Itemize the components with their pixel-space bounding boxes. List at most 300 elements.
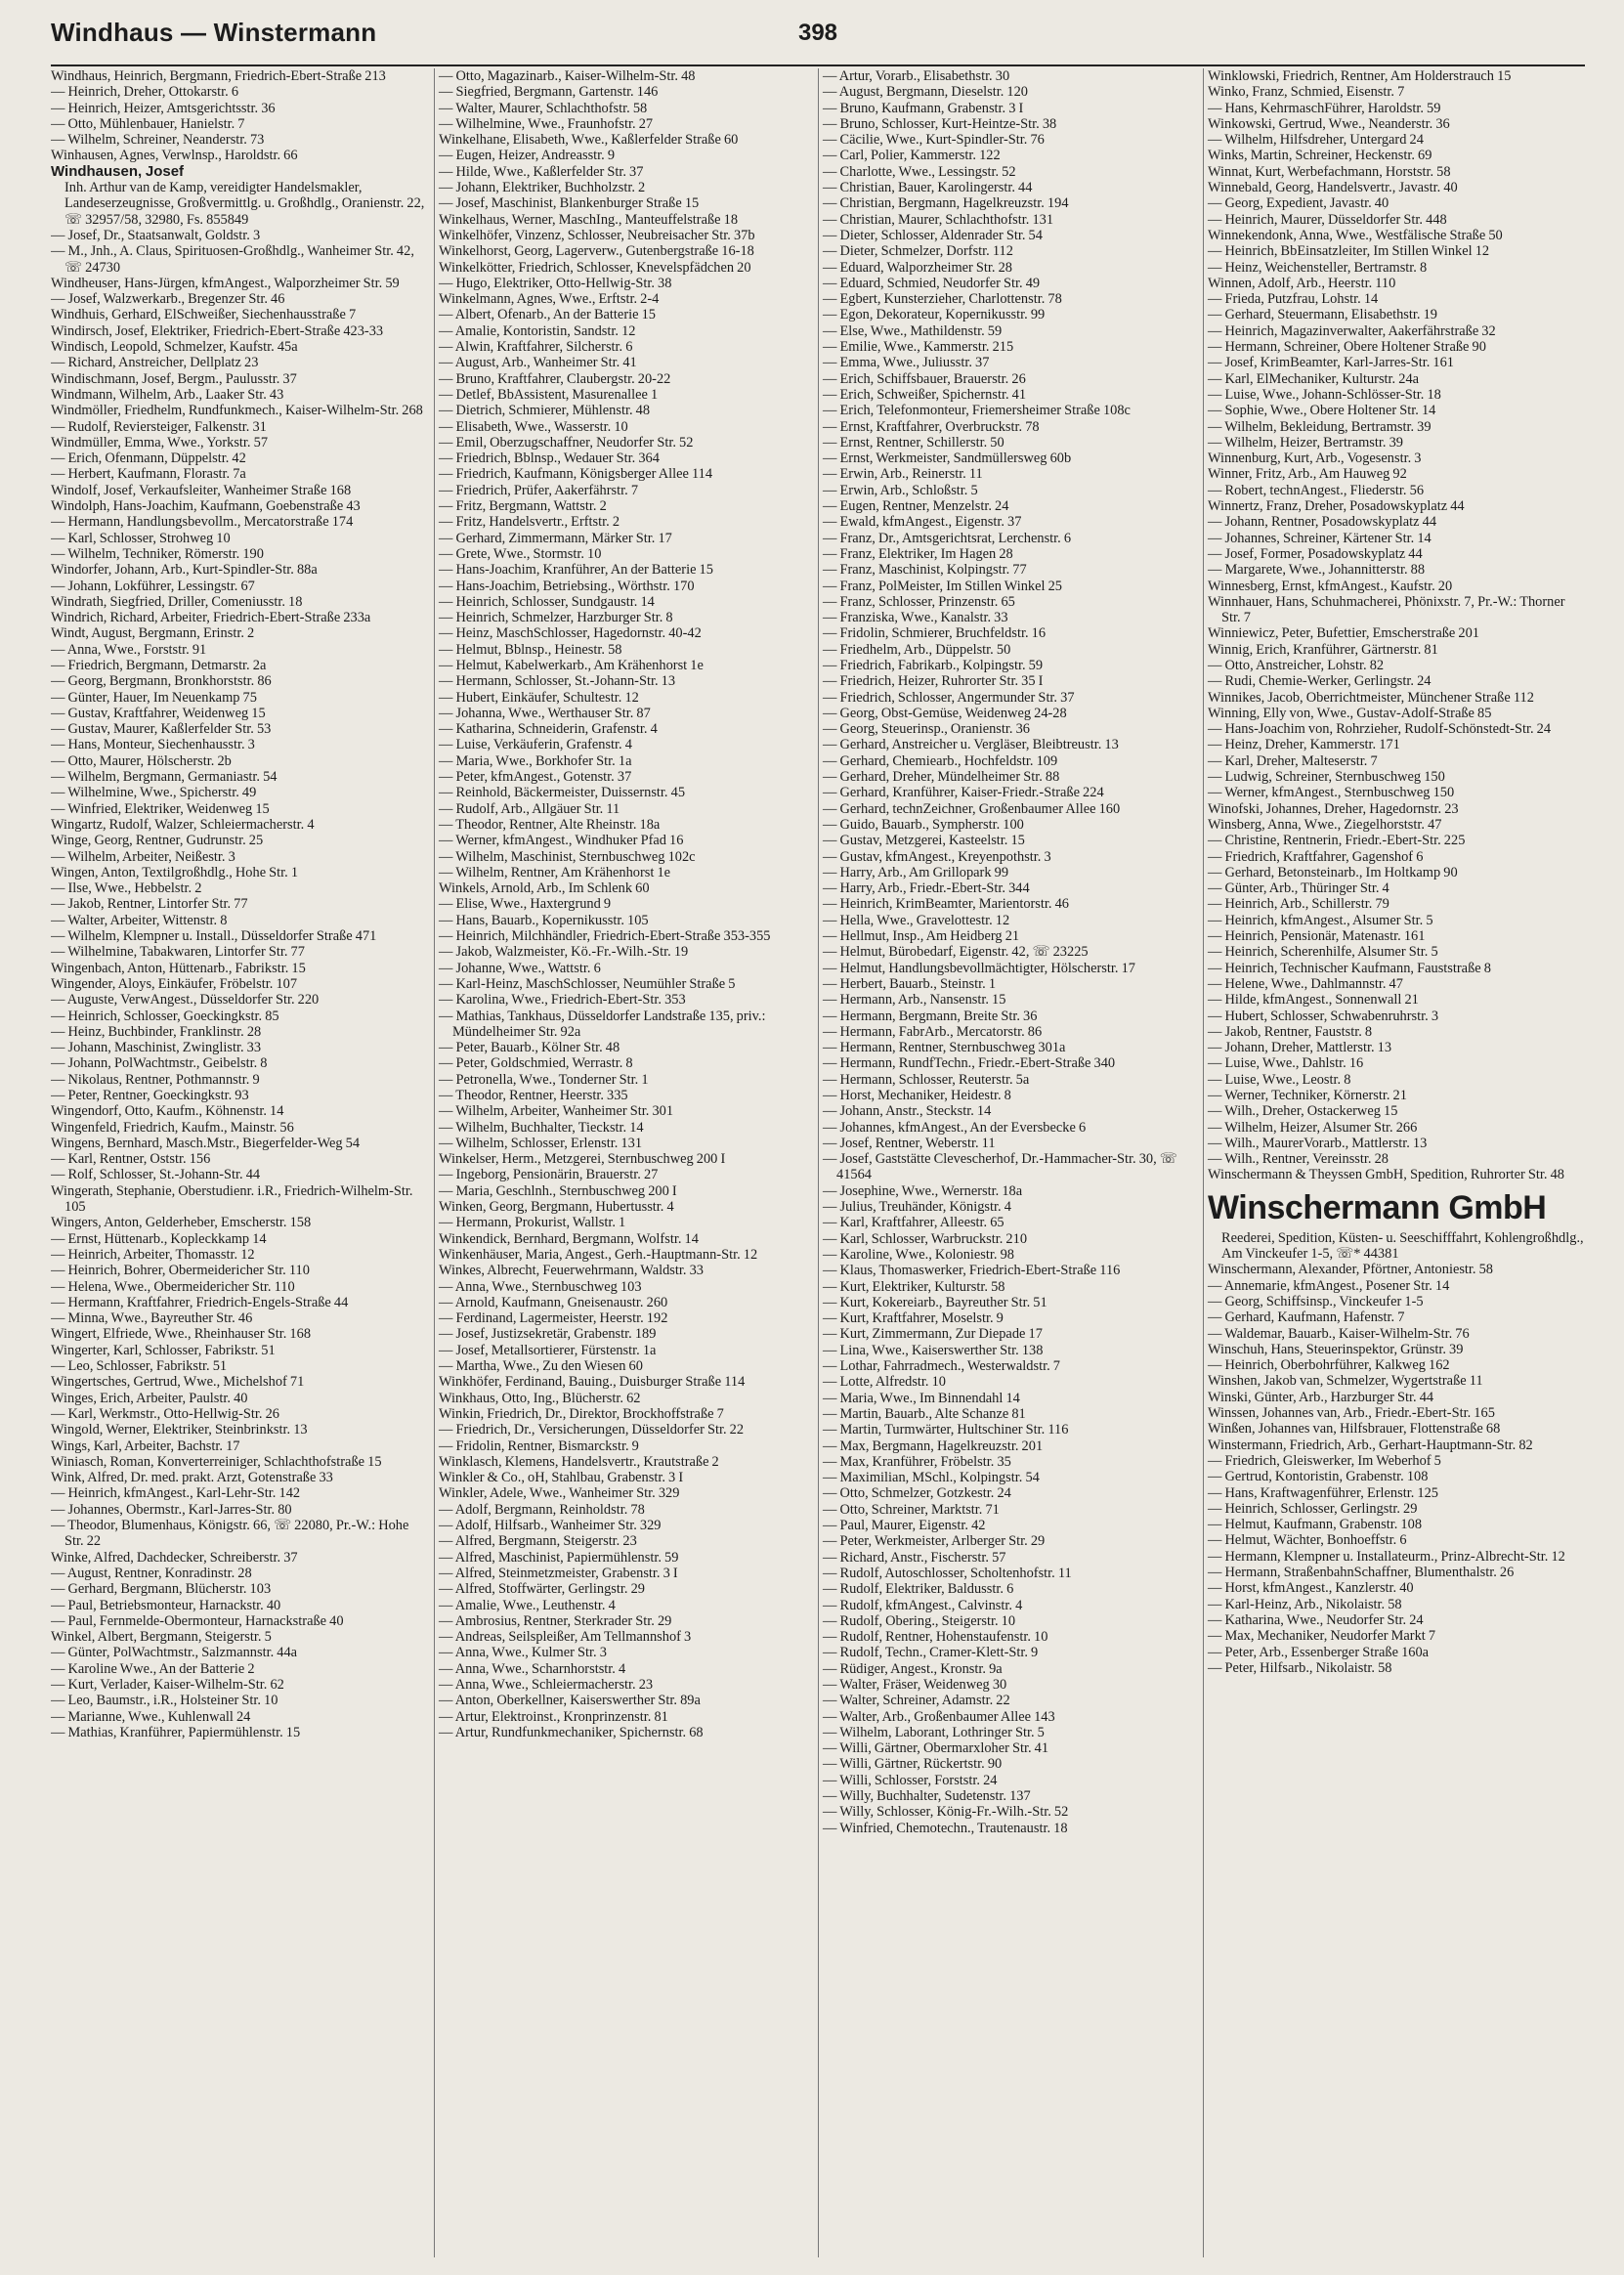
directory-entry: — Karoline Wwe., An der Batterie 2: [51, 1660, 255, 1677]
directory-entry: Wingertsches, Gertrud, Wwe., Michelshof 71: [51, 1374, 305, 1391]
directory-entry: — Friedrich, Kaufmann, Königsberger Allee 114: [439, 466, 713, 483]
directory-entry: — Josef, Rentner, Weberstr. 11: [823, 1135, 996, 1151]
directory-entry: — Richard, Anstreicher, Dellplatz 23: [51, 355, 259, 371]
directory-entry: — Winfried, Chemotechn., Trautenaustr. 18: [823, 1820, 1068, 1836]
directory-entry: — Heinrich, Dreher, Ottokarstr. 6: [51, 84, 239, 101]
directory-entry: Wingers, Anton, Gelderheber, Emscherstr. 158: [51, 1215, 312, 1231]
directory-entry: — Amalie, Wwe., Leuthenstr. 4: [439, 1597, 616, 1613]
directory-entry: — Georg, Expedient, Javastr. 40: [1208, 195, 1389, 212]
directory-entry: — Artur, Rundfunkmechaniker, Spichernstr. 68: [439, 1724, 704, 1740]
directory-entry: Windolph, Hans-Joachim, Kaufmann, Goebenstraße 43: [51, 498, 361, 515]
directory-entry: — Hans, Bauarb., Kopernikusstr. 105: [439, 912, 649, 928]
directory-entry: Windrich, Richard, Arbeiter, Friedrich-Ebert-Straße 233a: [51, 610, 371, 626]
directory-entry: Winnekendonk, Anna, Wwe., Westfälische Straße 50: [1208, 227, 1503, 243]
directory-entry: Wingenfeld, Friedrich, Kaufm., Mainstr. 56: [51, 1119, 294, 1136]
directory-entry: — Alwin, Kraftfahrer, Silcherstr. 6: [439, 339, 633, 356]
directory-entry: — Erich, Schweißer, Spichernstr. 41: [823, 386, 1027, 403]
directory-entry: — Minna, Wwe., Bayreuther Str. 46: [51, 1310, 253, 1327]
directory-entry: — Hans, Monteur, Siechenhausstr. 3: [51, 737, 255, 753]
directory-entry: Winofski, Johannes, Dreher, Hagedornstr. 23: [1208, 800, 1459, 817]
directory-entry: — Heinrich, KrimBeamter, Marientorstr. 46: [823, 896, 1069, 913]
directory-entry: — Heinrich, Schmelzer, Harzburger Str. 8: [439, 610, 673, 626]
directory-entry: — Hellmut, Insp., Am Heidberg 21: [823, 928, 1020, 945]
directory-entry: — Heinrich, Maurer, Düsseldorfer Str. 448: [1208, 211, 1447, 228]
directory-entry: Windischmann, Josef, Bergm., Paulusstr. 37: [51, 370, 297, 387]
directory-entry: — Theodor, Rentner, Alte Rheinstr. 18a: [439, 816, 661, 833]
directory-entry: — Kurt, Kokereiarb., Bayreuther Str. 51: [823, 1294, 1047, 1310]
directory-entry: Windmann, Wilhelm, Arb., Laaker Str. 43: [51, 386, 284, 403]
directory-entry: — Gertrud, Kontoristin, Grabenstr. 108: [1208, 1469, 1429, 1485]
directory-entry: — Bruno, Kraftfahrer, Claubergstr. 20-22: [439, 370, 671, 387]
directory-entry: — Georg, Schiffsinsp., Vinckeufer 1-5: [1208, 1293, 1424, 1309]
directory-entry: — Rudolf, Techn., Cramer-Klett-Str. 9: [823, 1645, 1039, 1661]
directory-entry: — Willy, Buchhalter, Sudetenstr. 137: [823, 1788, 1031, 1805]
directory-entry: — Helmut, Wächter, Bonhoeffstr. 6: [1208, 1532, 1407, 1549]
directory-entry: Winnhauer, Hans, Schuhmacherei, Phönixstr. 7, Pr.-W.: Thorner Str. 7: [1208, 593, 1565, 626]
directory-entry: — Walter, Arbeiter, Wittenstr. 8: [51, 912, 228, 928]
directory-entry: — Annemarie, kfmAngest., Posener Str. 14: [1208, 1277, 1450, 1294]
directory-entry: — Friedrich, Gleiswerker, Im Weberhof 5: [1208, 1452, 1441, 1469]
directory-entry: — Johann, Rentner, Posadowskyplatz 44: [1208, 514, 1437, 531]
directory-entry: Winsberg, Anna, Wwe., Ziegelhorststr. 47: [1208, 816, 1442, 833]
directory-entry: — Gerhard, Zimmermann, Märker Str. 17: [439, 530, 672, 546]
directory-entry: — Luise, Verkäuferin, Grafenstr. 4: [439, 737, 632, 753]
directory-entry: — Rudolf, Rentner, Hohenstaufenstr. 10: [823, 1629, 1048, 1646]
directory-entry: — Hermann, RundfTechn., Friedr.-Ebert-Straße 340: [823, 1055, 1116, 1072]
directory-entry: — Georg, Obst-Gemüse, Weidenweg 24-28: [823, 705, 1067, 721]
directory-entry: Winschermann & Theyssen GmbH, Spedition, Ruhrorter Str. 48: [1208, 1167, 1564, 1183]
directory-entry: — Johanna, Wwe., Werthauser Str. 87: [439, 705, 651, 721]
directory-entry: — Ernst, Rentner, Schillerstr. 50: [823, 434, 1004, 451]
directory-entry: — Heinrich, kfmAngest., Karl-Lehr-Str. 142: [51, 1485, 301, 1502]
directory-entry: Winkler, Adele, Wwe., Wanheimer Str. 329: [439, 1485, 680, 1502]
directory-entry: — Heinrich, Magazinverwalter, Aakerfährstraße 32: [1208, 322, 1496, 339]
directory-entry: — Anna, Wwe., Forststr. 91: [51, 641, 207, 658]
directory-entry: — Fritz, Handelsvertr., Erftstr. 2: [439, 514, 620, 531]
directory-entry: — Wilhelm, Heizer, Bertramstr. 39: [1208, 434, 1403, 451]
directory-entry: — Petronella, Wwe., Tonderner Str. 1: [439, 1071, 649, 1088]
directory-entry: — Heinrich, Scherenhilfe, Alsumer Str. 5: [1208, 944, 1438, 961]
directory-entry: — Rudolf, Autoschlosser, Scholtenhofstr. 11: [823, 1565, 1072, 1581]
directory-entry: — Maximilian, MSchl., Kolpingstr. 54: [823, 1470, 1040, 1486]
directory-entry: — Winfried, Elektriker, Weidenweg 15: [51, 800, 270, 817]
directory-entry: — Jakob, Walzmeister, Kö.-Fr.-Wilh.-Str. 19: [439, 944, 689, 961]
directory-entry: — Hans, Kraftwagenführer, Erlenstr. 125: [1208, 1484, 1438, 1501]
directory-entry: — Friedrich, Prüfer, Aakerfährstr. 7: [439, 482, 639, 498]
directory-entry: Winnenburg, Kurt, Arb., Vogesenstr. 3: [1208, 451, 1422, 467]
directory-entry: — Josef, Metallsortierer, Fürstenstr. 1a: [439, 1342, 657, 1358]
directory-entry: Winschermann GmbH: [1208, 1188, 1547, 1226]
directory-entry: — Fridolin, Schmierer, Bruchfeldstr. 16: [823, 625, 1047, 642]
directory-entry: Windt, August, Bergmann, Erinstr. 2: [51, 625, 255, 642]
directory-entry: Winschuh, Hans, Steuerinspektor, Grünstr. 39: [1208, 1341, 1464, 1357]
directory-entry: — Josef, Justizsekretär, Grabenstr. 189: [439, 1326, 657, 1343]
directory-entry: Winkendick, Bernhard, Bergmann, Wolfstr. 14: [439, 1230, 699, 1247]
directory-entry: — Ingeborg, Pensionärin, Brauerstr. 27: [439, 1167, 659, 1183]
directory-entry: — Nikolaus, Rentner, Pothmannstr. 9: [51, 1071, 260, 1088]
directory-entry: — Peter, Rentner, Goeckingkstr. 93: [51, 1088, 249, 1103]
directory-entry: — Hubert, Einkäufer, Schultestr. 12: [439, 689, 639, 706]
directory-entry: — Hermann, Arb., Nansenstr. 15: [823, 992, 1006, 1009]
directory-entry: — Wilhelm, Hilfsdreher, Untergard 24: [1208, 132, 1424, 149]
directory-entry: — Karolina, Wwe., Friedrich-Ebert-Str. 353: [439, 992, 686, 1009]
directory-entry: Winnen, Adolf, Arb., Heerstr. 110: [1208, 275, 1396, 291]
directory-entry: — Karl, Werkmstr., Otto-Hellwig-Str. 26: [51, 1405, 279, 1422]
directory-entry: — Josef, Gaststätte Clevescherhof, Dr.-Hammacher-Str. 30, ☏ 41564: [823, 1151, 1177, 1183]
directory-entry: Wingender, Aloys, Einkäufer, Fröbelstr. 107: [51, 975, 298, 992]
directory-entry: — Hermann, Handlungsbevollm., Mercatorstraße 174: [51, 514, 354, 531]
directory-entry: — Wilhelm, Techniker, Römerstr. 190: [51, 545, 264, 562]
directory-entry: — Else, Wwe., Mathildenstr. 59: [823, 322, 1003, 339]
directory-entry: — Emilie, Wwe., Kammerstr. 215: [823, 339, 1014, 356]
directory-entry: — Helmut, Bblnsp., Heinestr. 58: [439, 641, 622, 658]
directory-entry: — Heinrich, Oberbohrführer, Kalkweg 162: [1208, 1357, 1450, 1374]
directory-entry: — Friedrich, Dr., Versicherungen, Düsseldorfer Str. 22: [439, 1422, 745, 1438]
directory-entry: — Franz, Schlosser, Prinzenstr. 65: [823, 593, 1015, 610]
directory-entry: — Werner, kfmAngest., Windhuker Pfad 16: [439, 833, 684, 849]
directory-entry: — Hans-Joachim, Betriebsing., Wörthstr. 170: [439, 578, 695, 594]
directory-entry: Winkelhane, Elisabeth, Wwe., Kaßlerfelder Straße 60: [439, 132, 739, 149]
directory-columns: [51, 68, 1585, 2257]
directory-entry: Inh. Arthur van de Kamp, vereidigter Handelsmakler, Landeserzeugnisse, Großvermittlg. u. Großhdlg., Oranienstr. 22, ☏ 32957/58, 32980, Fs. 855849: [64, 180, 425, 228]
directory-entry: — Christian, Maurer, Schlachthofstr. 131: [823, 211, 1054, 228]
directory-entry: — Heinz, Dreher, Kammerstr. 171: [1208, 737, 1400, 753]
directory-entry: — Günter, Arb., Thüringer Str. 4: [1208, 880, 1389, 897]
directory-entry: Winkelhorst, Georg, Lagerverw., Gutenbergstraße 16-18: [439, 243, 754, 260]
directory-entry: — Emil, Oberzugschaffner, Neudorfer Str. 52: [439, 434, 694, 451]
directory-entry: — Johannes, kfmAngest., An der Eversbecke 6: [823, 1119, 1087, 1136]
directory-entry: — Jakob, Rentner, Fauststr. 8: [1208, 1023, 1373, 1040]
directory-entry: — Adolf, Hilfsarb., Wanheimer Str. 329: [439, 1518, 662, 1534]
directory-entry: — Karl, Dreher, Malteserstr. 7: [1208, 752, 1378, 769]
directory-entry: — Hermann, FabrArb., Mercatorstr. 86: [823, 1023, 1043, 1040]
directory-entry: — Heinz, MaschSchlosser, Hagedornstr. 40-42: [439, 625, 702, 642]
directory-entry: — Gerhard, Anstreicher u. Vergläser, Bleibtreustr. 13: [823, 737, 1119, 753]
directory-entry: — Wilh., Rentner, Vereinsstr. 28: [1208, 1151, 1389, 1168]
directory-entry: — Emma, Wwe., Juliusstr. 37: [823, 355, 990, 371]
directory-entry: Winkler & Co., oH, Stahlbau, Grabenstr. 3 I: [439, 1470, 684, 1486]
directory-entry: Winklowski, Friedrich, Rentner, Am Holderstrauch 15: [1208, 68, 1512, 84]
directory-entry: — Theodor, Rentner, Heerstr. 335: [439, 1088, 628, 1103]
directory-entry: — Wilhelm, Schlosser, Erlenstr. 131: [439, 1135, 643, 1151]
directory-entry: — Carl, Polier, Kammerstr. 122: [823, 148, 1001, 164]
directory-entry: Winning, Elly von, Wwe., Gustav-Adolf-Straße 85: [1208, 705, 1492, 721]
directory-entry: — Hermann, Klempner u. Installateurm., Prinz-Albrecht-Str. 12: [1208, 1548, 1565, 1565]
directory-entry: — Peter, Goldschmied, Werrastr. 8: [439, 1055, 633, 1072]
directory-entry: — Lina, Wwe., Kaiserswerther Str. 138: [823, 1342, 1044, 1358]
directory-entry: — Georg, Steuerinsp., Oranienstr. 36: [823, 721, 1030, 738]
directory-entry: — Heinrich, kfmAngest., Alsumer Str. 5: [1208, 912, 1433, 928]
directory-entry: — Wilhelm, Rentner, Am Krähenhorst 1e: [439, 864, 671, 880]
directory-entry: — Gerhard, Bergmann, Blücherstr. 103: [51, 1581, 272, 1598]
directory-entry: — Helmut, Kabelwerkarb., Am Krähenhorst 1e: [439, 657, 704, 673]
directory-entry: — Johannes, Obermstr., Karl-Jarres-Str. 80: [51, 1501, 292, 1518]
directory-entry: — Paul, Maurer, Eigenstr. 42: [823, 1518, 986, 1534]
directory-entry: — Klaus, Thomaswerker, Friedrich-Ebert-Straße 116: [823, 1263, 1121, 1279]
directory-entry: Windheuser, Hans-Jürgen, kfmAngest., Walporzheimer Str. 59: [51, 275, 400, 291]
directory-entry: — Leo, Baumstr., i.R., Holsteiner Str. 10: [51, 1693, 278, 1709]
directory-entry: — Peter, Werkmeister, Arlberger Str. 29: [823, 1533, 1046, 1550]
directory-entry: — Waldemar, Bauarb., Kaiser-Wilhelm-Str. 76: [1208, 1325, 1470, 1342]
directory-entry: — Heinrich, Pensionär, Matenastr. 161: [1208, 928, 1426, 945]
directory-entry: — Franz, PolMeister, Im Stillen Winkel 25: [823, 578, 1062, 594]
directory-entry: — Franz, Maschinist, Kolpingstr. 77: [823, 562, 1027, 579]
directory-entry: — Otto, Mühlenbauer, Hanielstr. 7: [51, 115, 245, 132]
directory-entry: — Hugo, Elektriker, Otto-Hellwig-Str. 38: [439, 275, 672, 291]
directory-entry: Windolf, Josef, Verkaufsleiter, Wanheimer Straße 168: [51, 482, 352, 498]
directory-entry: — Günter, PolWachtmstr., Salzmannstr. 44a: [51, 1645, 298, 1661]
directory-entry: — Gustav, kfmAngest., Kreyenpothstr. 3: [823, 848, 1051, 865]
directory-entry: — Heinrich, BbEinsatzleiter, Im Stillen Winkel 12: [1208, 243, 1490, 260]
directory-entry: — Helmut, Bürobedarf, Eigenstr. 42, ☏ 23225: [823, 944, 1089, 961]
directory-entry: — Willi, Gärtner, Obermarxloher Str. 41: [823, 1740, 1049, 1757]
directory-entry: — Friedrich, Schlosser, Angermunder Str. 37: [823, 689, 1075, 706]
directory-entry: — Gustav, Kraftfahrer, Weidenweg 15: [51, 705, 266, 721]
directory-entry: — Wilhelm, Heizer, Alsumer Str. 266: [1208, 1119, 1418, 1136]
directory-entry: — Hermann, Prokurist, Wallstr. 1: [439, 1215, 626, 1231]
directory-entry: — Karl-Heinz, MaschSchlosser, Neumühler Straße 5: [439, 975, 736, 992]
directory-entry: — Karoline, Wwe., Koloniestr. 98: [823, 1246, 1014, 1263]
directory-entry: — Mathias, Kranführer, Papiermühlenstr. 15: [51, 1724, 301, 1740]
directory-entry: Windhausen, Josef: [51, 162, 185, 180]
directory-entry: — Werner, kfmAngest., Sternbuschweg 150: [1208, 785, 1455, 801]
directory-entry: Wingert, Elfriede, Wwe., Rheinhauser Str. 168: [51, 1326, 312, 1343]
directory-entry: — Hermann, Schlosser, St.-Johann-Str. 13: [439, 673, 676, 690]
directory-entry: — Heinz, Weichensteller, Bertramstr. 8: [1208, 259, 1428, 276]
directory-entry: — Martin, Bauarb., Alte Schanze 81: [823, 1405, 1026, 1422]
directory-entry: — Hermann, Rentner, Sternbuschweg 301a: [823, 1040, 1066, 1056]
directory-entry: Winks, Martin, Schreiner, Heckenstr. 69: [1208, 148, 1432, 164]
directory-entry: — Siegfried, Bergmann, Gartenstr. 146: [439, 84, 659, 101]
directory-entry: — Wilhelm, Maschinist, Sternbuschweg 102c: [439, 848, 696, 865]
directory-entry: — Ernst, Hüttenarb., Kopleckkamp 14: [51, 1230, 267, 1247]
directory-entry: Winkelhaus, Werner, MaschIng., Manteuffelstraße 18: [439, 211, 739, 228]
directory-entry: — Paul, Betriebsmonteur, Harnackstr. 40: [51, 1597, 281, 1613]
directory-entry: Winkes, Albrecht, Feuerwehrmann, Waldstr. 33: [439, 1263, 704, 1279]
directory-entry: — Reinhold, Bäckermeister, Duissernstr. 45: [439, 785, 686, 801]
directory-entry: — Kurt, Zimmermann, Zur Diepade 17: [823, 1326, 1043, 1343]
directory-entry: Windhaus, Heinrich, Bergmann, Friedrich-Ebert-Straße 213: [51, 68, 386, 84]
directory-entry: — Heinz, Buchbinder, Franklinstr. 28: [51, 1023, 262, 1040]
directory-entry: — Ewald, kfmAngest., Eigenstr. 37: [823, 514, 1022, 531]
directory-entry: Winshen, Jakob van, Schmelzer, Wygertstraße 11: [1208, 1373, 1483, 1390]
directory-entry: Winkowski, Gertrud, Wwe., Neanderstr. 36: [1208, 115, 1450, 132]
directory-entry: — Egon, Dekorateur, Kopernikusstr. 99: [823, 307, 1046, 323]
directory-entry: — Franziska, Wwe., Kanalstr. 33: [823, 610, 1008, 626]
directory-entry: — Kurt, Kraftfahrer, Moselstr. 9: [823, 1310, 1004, 1327]
directory-entry: Wingendorf, Otto, Kaufm., Köhnenstr. 14: [51, 1103, 284, 1120]
directory-entry: — Josef, Former, Posadowskyplatz 44: [1208, 545, 1423, 562]
directory-entry: — Maria, Wwe., Borkhofer Str. 1a: [439, 752, 632, 769]
directory-entry: Winkelkötter, Friedrich, Schlosser, Knevelspfädchen 20: [439, 259, 751, 276]
directory-entry: — Gerhard, Chemiearb., Hochfeldstr. 109: [823, 752, 1058, 769]
page-number: 398: [797, 20, 838, 46]
directory-entry: — Julius, Treuhänder, Königstr. 4: [823, 1199, 1011, 1216]
directory-entry: — Marianne, Wwe., Kuhlenwall 24: [51, 1708, 251, 1725]
directory-entry: — Wilhelmine, Wwe., Fraunhofstr. 27: [439, 115, 654, 132]
directory-entry: Winski, Günter, Arb., Harzburger Str. 44: [1208, 1389, 1434, 1405]
directory-entry: — M., Jnh., A. Claus, Spirituosen-Großhdlg., Wanheimer Str. 42, ☏ 24730: [51, 243, 414, 276]
directory-entry: — Dietrich, Schmierer, Mühlenstr. 48: [439, 403, 651, 419]
page-header: [51, 14, 1585, 57]
directory-entry: — Erich, Telefonmonteur, Friemersheimer Straße 108c: [823, 403, 1131, 419]
directory-entry: — Franz, Elektriker, Im Hagen 28: [823, 545, 1013, 562]
directory-entry: — Johanne, Wwe., Wattstr. 6: [439, 960, 601, 976]
directory-entry: — Werner, Techniker, Körnerstr. 21: [1208, 1088, 1407, 1103]
directory-entry: — Karl, Rentner, Oststr. 156: [51, 1151, 211, 1168]
running-head: Windhaus — Winstermann: [51, 18, 377, 47]
directory-entry: — Herbert, Kaufmann, Florastr. 7a: [51, 466, 246, 483]
directory-entry: Windrath, Siegfried, Driller, Comeniusstr. 18: [51, 593, 303, 610]
directory-entry: — Rudolf, Reviersteiger, Falkenstr. 31: [51, 418, 267, 435]
directory-entry: Windorfer, Johann, Arb., Kurt-Spindler-Str. 88a: [51, 562, 318, 579]
directory-entry: — Heinrich, Arbeiter, Thomasstr. 12: [51, 1246, 255, 1263]
directory-entry: — Peter, Bauarb., Kölner Str. 48: [439, 1040, 620, 1056]
directory-entry: — Richard, Anstr., Fischerstr. 57: [823, 1549, 1006, 1566]
directory-entry: Winstermann, Friedrich, Arb., Gerhart-Hauptmann-Str. 82: [1208, 1437, 1533, 1453]
directory-entry: — Friedrich, Bergmann, Detmarstr. 2a: [51, 657, 267, 673]
directory-entry: — Rüdiger, Angest., Kronstr. 9a: [823, 1660, 1003, 1677]
directory-entry: — Otto, Maurer, Hölscherstr. 2b: [51, 752, 232, 769]
directory-entry: — Josef, Walzwerkarb., Bregenzer Str. 46: [51, 291, 285, 308]
directory-entry: — Gerhard, Betonsteinarb., Im Holtkamp 90: [1208, 864, 1458, 880]
directory-entry: — Gustav, Metzgerei, Kasteelstr. 15: [823, 833, 1025, 849]
directory-entry: — Elise, Wwe., Haxtergrund 9: [439, 896, 612, 913]
directory-entry: — Hans, KehrmaschFührer, Haroldstr. 59: [1208, 100, 1441, 116]
directory-entry: — Katharina, Schneiderin, Grafenstr. 4: [439, 721, 658, 738]
directory-entry: — Paul, Fernmelde-Obermonteur, Harnackstraße 40: [51, 1612, 344, 1629]
directory-entry: — Lothar, Fahrradmech., Westerwaldstr. 7: [823, 1358, 1060, 1375]
directory-entry: — Johann, Anstr., Steckstr. 14: [823, 1103, 992, 1120]
directory-entry: — Alfred, Maschinist, Papiermühlenstr. 59: [439, 1549, 679, 1566]
directory-entry: — Wilhelmine, Wwe., Spicherstr. 49: [51, 785, 257, 801]
directory-entry: Winklasch, Klemens, Handelsvertr., Krautstraße 2: [439, 1453, 719, 1470]
directory-entry: — Anton, Oberkellner, Kaiserswerther Str. 89a: [439, 1693, 701, 1709]
directory-entry: — Alfred, Stoffwärter, Gerlingstr. 29: [439, 1581, 645, 1598]
directory-entry: Wink, Alfred, Dr. med. prakt. Arzt, Gotenstraße 33: [51, 1470, 333, 1486]
directory-entry: Winges, Erich, Arbeiter, Paulstr. 40: [51, 1390, 248, 1406]
directory-entry: Winnertz, Franz, Dreher, Posadowskyplatz 44: [1208, 498, 1465, 515]
directory-entry: — Robert, technAngest., Fliederstr. 56: [1208, 482, 1425, 498]
directory-entry: — Egbert, Kunsterzieher, Charlottenstr. 78: [823, 291, 1062, 308]
directory-entry: — Walter, Schreiner, Adamstr. 22: [823, 1693, 1010, 1709]
directory-entry: — Hans-Joachim von, Rohrzieher, Rudolf-Schönstedt-Str. 24: [1208, 721, 1552, 738]
directory-entry: — Alfred, Bergmann, Steigerstr. 23: [439, 1533, 637, 1550]
directory-entry: Wingerath, Stephanie, Oberstudienr. i.R., Friedrich-Wilhelm-Str. 105: [51, 1182, 413, 1216]
directory-entry: Winkels, Arnold, Arb., Im Schlenk 60: [439, 880, 650, 897]
directory-entry: — Karl, ElMechaniker, Kulturstr. 24a: [1208, 370, 1420, 387]
directory-entry: — Leo, Schlosser, Fabrikstr. 51: [51, 1358, 228, 1375]
directory-entry: — Rudolf, Obering., Steigerstr. 10: [823, 1612, 1016, 1629]
directory-entry: Wingen, Anton, Textilgroßhdlg., Hohe Str. 1: [51, 864, 299, 880]
directory-entry: — Otto, Anstreicher, Lohstr. 82: [1208, 657, 1385, 673]
directory-entry: — Wilhelm, Buchhalter, Tieckstr. 14: [439, 1119, 644, 1136]
directory-entry: — Lotte, Alfredstr. 10: [823, 1374, 946, 1391]
directory-entry: — Horst, Mechaniker, Heidestr. 8: [823, 1088, 1011, 1103]
directory-entry: — Artur, Vorarb., Elisabethstr. 30: [823, 68, 1010, 84]
directory-entry: — Johann, Elektriker, Buchholzstr. 2: [439, 180, 646, 196]
directory-entry: — Martin, Turmwärter, Hultschiner Str. 116: [823, 1422, 1069, 1438]
directory-entry: — Fritz, Bergmann, Wattstr. 2: [439, 498, 607, 515]
directory-entry: — Heinrich, Technischer Kaufmann, Fauststraße 8: [1208, 960, 1491, 976]
directory-entry: — Harry, Arb., Am Grillopark 99: [823, 864, 1009, 880]
directory-entry: — Hilde, kfmAngest., Sonnenwall 21: [1208, 992, 1419, 1009]
directory-entry: — Wilh., Dreher, Ostackerweg 15: [1208, 1103, 1398, 1120]
column-2: [434, 68, 814, 2257]
directory-entry: Windisch, Leopold, Schmelzer, Kaufstr. 45a: [51, 339, 298, 356]
directory-entry: — Karl, Schlosser, Warbruckstr. 210: [823, 1230, 1028, 1247]
directory-entry: Wings, Karl, Arbeiter, Bachstr. 17: [51, 1438, 240, 1454]
directory-entry: — Johann, PolWachtmstr., Geibelstr. 8: [51, 1055, 268, 1072]
directory-entry: Winiasch, Roman, Konverterreiniger, Schlachthofstraße 15: [51, 1453, 382, 1470]
directory-entry: Winssen, Johannes van, Arb., Friedr.-Ebert-Str. 165: [1208, 1405, 1495, 1422]
directory-entry: — Harry, Arb., Friedr.-Ebert-Str. 344: [823, 880, 1030, 897]
directory-entry: — Josef, Dr., Staatsanwalt, Goldstr. 3: [51, 227, 261, 243]
directory-entry: — August, Arb., Wanheimer Str. 41: [439, 355, 637, 371]
directory-entry: — Elisabeth, Wwe., Wasserstr. 10: [439, 418, 628, 435]
directory-entry: Wingold, Werner, Elektriker, Steinbrinkstr. 13: [51, 1422, 308, 1438]
directory-entry: — Wilhelm, Arbeiter, Neißestr. 3: [51, 848, 235, 865]
directory-entry: — Grete, Wwe., Stormstr. 10: [439, 545, 602, 562]
directory-entry: Winko, Franz, Schmied, Eisenstr. 7: [1208, 84, 1405, 101]
directory-entry: — Wilh., MaurerVorarb., Mattlerstr. 13: [1208, 1135, 1428, 1151]
directory-entry: — Eugen, Heizer, Andreasstr. 9: [439, 148, 616, 164]
directory-entry: — Kurt, Elektriker, Kulturstr. 58: [823, 1278, 1005, 1295]
directory-entry: — Mathias, Tankhaus, Düsseldorfer Landstraße 135, priv.: Mündelheimer Str. 92a: [439, 1008, 766, 1040]
directory-entry: — Hermann, StraßenbahnSchaffner, Blumenthalstr. 26: [1208, 1565, 1515, 1581]
directory-entry: Winkelhöfer, Vinzenz, Schlosser, Neubreisacher Str. 37b: [439, 227, 755, 243]
directory-entry: — Otto, Magazinarb., Kaiser-Wilhelm-Str. 48: [439, 68, 696, 84]
directory-entry: — Johann, Maschinist, Zwinglistr. 33: [51, 1040, 262, 1056]
directory-entry: — Hermann, Bergmann, Breite Str. 36: [823, 1008, 1038, 1024]
directory-entry: — Gustav, Maurer, Kaßlerfelder Str. 53: [51, 721, 272, 738]
directory-entry: Winnig, Erich, Kranführer, Gärtnerstr. 81: [1208, 641, 1438, 658]
directory-entry: Wingens, Bernhard, Masch.Mstr., Biegerfelder-Weg 54: [51, 1135, 361, 1151]
column-1: [51, 68, 430, 2257]
directory-entry: — Helmut, Kaufmann, Grabenstr. 108: [1208, 1517, 1423, 1533]
directory-entry: — Peter, kfmAngest., Gotenstr. 37: [439, 769, 632, 786]
directory-entry: — Fridolin, Rentner, Bismarckstr. 9: [439, 1438, 639, 1454]
directory-entry: — Peter, Hilfsarb., Nikolaistr. 58: [1208, 1659, 1392, 1676]
directory-entry: — Anna, Wwe., Schleiermacherstr. 23: [439, 1676, 654, 1693]
directory-entry: — Ernst, Kraftfahrer, Overbruckstr. 78: [823, 418, 1040, 435]
directory-entry: — Arnold, Kaufmann, Gneisenaustr. 260: [439, 1294, 668, 1310]
directory-entry: — Alfred, Steinmetzmeister, Grabenstr. 3 I: [439, 1565, 678, 1581]
directory-entry: Winkelmann, Agnes, Wwe., Erftstr. 2-4: [439, 291, 660, 308]
directory-entry: — Anna, Wwe., Scharnhorststr. 4: [439, 1660, 626, 1677]
directory-entry: — Martha, Wwe., Zu den Wiesen 60: [439, 1358, 643, 1375]
directory-entry: — Luise, Wwe., Johann-Schlösser-Str. 18: [1208, 386, 1441, 403]
directory-entry: — Otto, Schmelzer, Gotzkestr. 24: [823, 1485, 1011, 1502]
directory-entry: — Helene, Wwe., Dahlmannstr. 47: [1208, 975, 1403, 992]
column-4: [1203, 68, 1584, 2257]
directory-entry: — Gerhard, Kaufmann, Hafenstr. 7: [1208, 1309, 1405, 1326]
directory-entry: — Hilde, Wwe., Kaßlerfelder Str. 37: [439, 163, 644, 180]
directory-entry: — Helmut, Handlungsbevollmächtigter, Hölscherstr. 17: [823, 960, 1135, 976]
directory-entry: — Gerhard, Steuermann, Elisabethstr. 19: [1208, 307, 1437, 323]
directory-entry: — Gerhard, technZeichner, Großenbaumer Allee 160: [823, 800, 1121, 817]
directory-entry: — Hermann, Schlosser, Reuterstr. 5a: [823, 1071, 1030, 1088]
directory-entry: — Hermann, Schreiner, Obere Holtener Straße 90: [1208, 339, 1486, 356]
directory-entry: Windmüller, Emma, Wwe., Yorkstr. 57: [51, 434, 269, 451]
directory-entry: Winke, Alfred, Dachdecker, Schreiberstr. 37: [51, 1549, 298, 1566]
directory-entry: Winnikes, Jacob, Oberrichtmeister, Münchener Straße 112: [1208, 689, 1534, 706]
directory-entry: — Friedrich, Heizer, Ruhrorter Str. 35 I: [823, 673, 1044, 690]
directory-entry: — Max, Mechaniker, Neudorfer Markt 7: [1208, 1628, 1436, 1645]
directory-entry: — Heinrich, Schlosser, Sundgaustr. 14: [439, 593, 655, 610]
directory-entry: — Friedrich, Bblnsp., Wedauer Str. 364: [439, 451, 660, 467]
directory-entry: — Willi, Gärtner, Rückertstr. 90: [823, 1756, 1003, 1773]
